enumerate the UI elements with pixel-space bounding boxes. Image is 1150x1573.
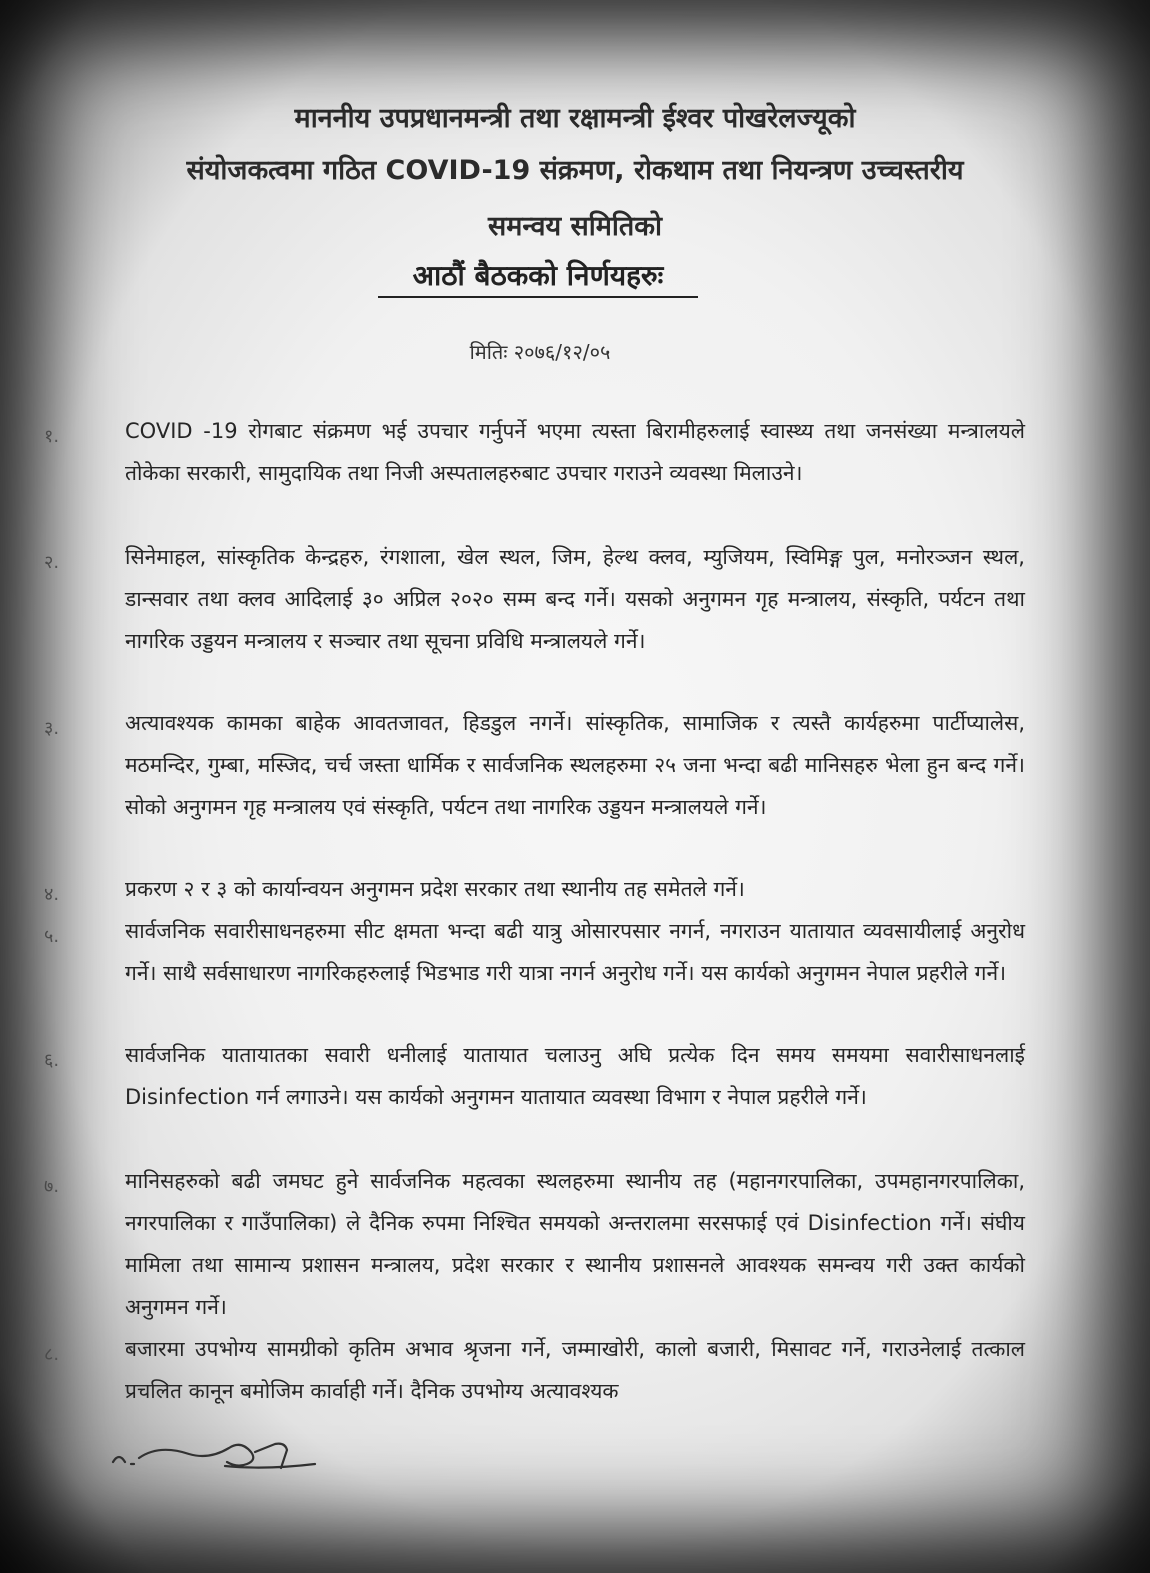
item-text: अत्यावश्यक कामका बाहेक आवतजावत, हिडडुल नगर्ने। सांस्कृतिक, सामाजिक र त्यस्तै कार्यहरुमा पार्टीप्यालेस, मठमन्दिर, गुम्बा, मस्जिद, चर्च जस्ता धार्मिक र सार्वजनिक स्थलहरुमा २५ जना भन्दा बढी मानिसहरु भेला हुन बन्द गर्ने। सोको अनुगमन गृह मन्त्रालय एवं संस्कृति, पर्यटन तथा नागरिक उड्डयन मन्त्रालयले गर्ने। [125,711,1025,819]
item-number: ५. [44,926,60,947]
item-number: ७. [44,1176,60,1197]
document-title-line-3: समन्वय समितिको [487,211,663,242]
item-text: प्रकरण २ र ३ को कार्यान्वयन अनुगमन प्रदेश सरकार तथा स्थानीय तह समेतले गर्ने। [125,877,745,901]
decisions-heading: आठौं बैठकको निर्णयहरुः [378,256,698,298]
item-number: १. [44,426,60,447]
item-text: सार्वजनिक सवारीसाधनहरुमा सीट क्षमता भन्दा बढी यात्रु ओसारपसार नगर्न, नगराउन यातायात व्यवसायीलाई अनुरोध गर्ने। साथै सर्वसाधारण नागरिकहरुलाई भिडभाड गरी यात्रा नगर्न अनुरोध गर्ने। यस कार्यको अनुगमन नेपाल प्रहरीले गर्ने। [125,919,1025,985]
item-number: ४. [44,884,60,905]
item-number: ६. [44,1050,60,1071]
item-text: बजारमा उपभोग्य सामग्रीको कृतिम अभाव श्रृजना गर्ने, जम्माखोरी, कालो बजारी, मिसावट गर्ने, गराउनेलाई तत्काल प्रचलित कानून बमोजिम कार्वाही गर्ने। दैनिक उपभोग्य अत्यावश्यक [125,1337,1025,1403]
document-date: मितिः २०७६/१२/०५ [469,340,611,364]
item-text: सिनेमाहल, सांस्कृतिक केन्द्रहरु, रंगशाला, खेल स्थल, जिम, हेल्थ क्लव, म्युजियम, स्विमिङ्ग पुल, मनोरञ्जन स्थल, डान्सवार तथा क्लव आदिलाई ३० अप्रिल २०२० सम्म बन्द गर्ने। यसको अनुगमन गृह मन्त्रालय, संस्कृति, पर्यटन तथा नागरिक उड्डयन मन्त्रालय र सञ्चार तथा सूचना प्रविधि मन्त्रालयले गर्ने। [125,545,1025,653]
item-text: सार्वजनिक यातायातका सवारी धनीलाई यातायात चलाउनु अघि प्रत्येक दिन समय समयमा सवारीसाधनलाई Disinfection गर्न लगाउने। यस कार्यको अनुगमन यातायात व्यवस्था विभाग र नेपाल प्रहरीले गर्ने। [125,1043,1025,1109]
item-number: ८. [44,1344,60,1365]
signature-mark [105,1428,335,1488]
document-title-line-2: संयोजकत्वमा गठित COVID-19 संक्रमण, रोकथाम तथा नियन्त्रण उच्चस्तरीय [186,155,964,186]
item-number: २. [44,552,60,573]
document-title-line-1: माननीय उपप्रधानमन्त्री तथा रक्षामन्त्री ईश्वर पोखरेलज्यूको [294,103,856,134]
item-text: मानिसहरुको बढी जमघट हुने सार्वजनिक महत्वका स्थलहरुमा स्थानीय तह (महानगरपालिका, उपमहानगरपालिका, नगरपालिका र गाउँपालिका) ले दैनिक रुपमा निश्चित समयको अन्तरालमा सरसफाई एवं Disinfection गर्ने। संघीय मामिला तथा सामान्य प्रशासन मन्त्रालय, प्रदेश सरकार र स्थानीय प्रशासनले आवश्यक समन्वय गरी उक्त कार्यको अनुगमन गर्ने। [125,1169,1025,1319]
item-number: ३. [44,718,60,739]
item-text: COVID -19 रोगबाट संक्रमण भई उपचार गर्नुपर्ने भएमा त्यस्ता बिरामीहरुलाई स्वास्थ्य तथा जनसंख्या मन्त्रालयले तोकेका सरकारी, सामुदायिक तथा निजी अस्पतालहरुबाट उपचार गराउने व्यवस्था मिलाउने। [125,419,1025,485]
